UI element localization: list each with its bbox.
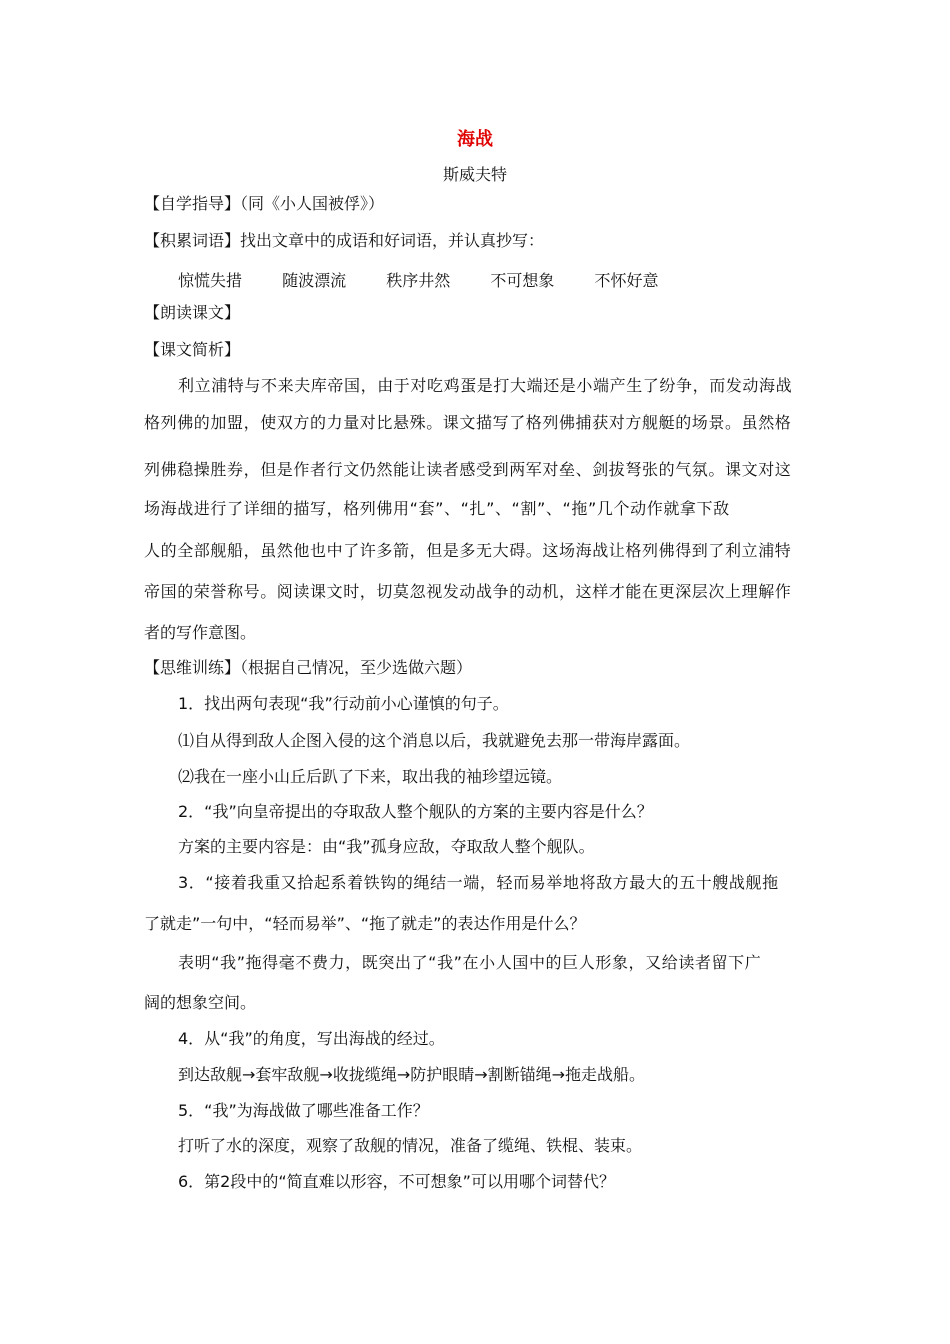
question-2: 2．“我”向皇帝提出的夺取敌人整个舰队的方案的主要内容是什么？ bbox=[178, 802, 653, 821]
question-3-cont: 了就走”一句中，“轻而易举”、“拖了就走”的表达作用是什么？ bbox=[144, 914, 586, 933]
analysis-line: 帝国的荣誉称号。阅读课文时，切莫忽视发动战争的动机，这样才能在更深层次上理解作 bbox=[144, 582, 792, 601]
idiom-item: 秩序井然 bbox=[386, 271, 451, 290]
answer-5: 打听了水的深度，观察了敌舰的情况，准备了缆绳、铁棍、装束。 bbox=[178, 1136, 643, 1155]
section-thinking: 【思维训练】（根据自己情况，至少选做六题） bbox=[144, 658, 473, 677]
question-4: 4．从“我”的角度，写出海战的经过。 bbox=[178, 1029, 445, 1048]
idiom-item: 不可想象 bbox=[490, 271, 555, 290]
answer-1b: ⑵我在一座小山丘后趴了下来，取出我的袖珍望远镜。 bbox=[178, 767, 563, 786]
question-3: 3．“接着我重又拾起系着铁钩的绳结一端，轻而易举地将敌方最大的五十艘战舰拖 bbox=[178, 873, 779, 892]
question-6: 6．第2段中的“简直难以形容，不可想象”可以用哪个词替代？ bbox=[178, 1172, 615, 1191]
idiom-list bbox=[178, 268, 693, 291]
answer-3: 表明“我”拖得毫不费力，既突出了“我”在小人国中的巨人形象，又给读者留下广 bbox=[178, 953, 762, 972]
question-1: 1．找出两句表现“我”行动前小心谨慎的句子。 bbox=[178, 694, 509, 713]
answer-1a: ⑴自从得到敌人企图入侵的这个消息以后，我就避免去那一带海岸露面。 bbox=[178, 731, 691, 750]
document-title: 海战 bbox=[457, 129, 493, 150]
section-reading: 【朗读课文】 bbox=[144, 303, 241, 322]
analysis-line: 人的全部舰船，虽然他也中了许多箭，但是多无大碍。这场海战让格列佛得到了利立浦特 bbox=[144, 541, 792, 560]
analysis-line: 者的写作意图。 bbox=[144, 623, 257, 642]
author-name: 斯威夫特 bbox=[442, 165, 507, 184]
section-analysis: 【课文简析】 bbox=[144, 340, 241, 359]
answer-2: 方案的主要内容是：由“我”孤身应敌，夺取敌人整个舰队。 bbox=[178, 837, 595, 856]
analysis-line: 列佛稳操胜券，但是作者行文仍然能让读者感受到两军对垒、剑拔弩张的气氛。课文对这 bbox=[144, 460, 792, 479]
analysis-line: 利立浦特与不来夫库帝国，由于对吃鸡蛋是打大端还是小端产生了纷争，而发动海战 bbox=[178, 376, 793, 395]
question-5: 5．“我”为海战做了哪些准备工作？ bbox=[178, 1101, 429, 1120]
answer-4: 到达敌舰→套牢敌舰→收拢缆绳→防护眼睛→割断锚绳→拖走战船。 bbox=[178, 1065, 646, 1084]
answer-3-cont: 阔的想象空间。 bbox=[144, 993, 257, 1012]
section-self-study: 【自学指导】（同《小人国被俘》） bbox=[144, 194, 385, 213]
section-vocabulary: 【积累词语】找出文章中的成语和好词语，并认真抄写： bbox=[144, 231, 545, 250]
idiom-item: 不怀好意 bbox=[594, 271, 659, 290]
analysis-line: 场海战进行了详细的描写，格列佛用“套”、“扎”、“割”、“拖”几个动作就拿下敌 bbox=[144, 499, 730, 518]
idiom-item: 随波漂流 bbox=[282, 271, 347, 290]
idiom-item: 惊慌失措 bbox=[178, 271, 243, 290]
analysis-line: 格列佛的加盟，使双方的力量对比悬殊。课文描写了格列佛捕获对方舰艇的场景。虽然格 bbox=[144, 413, 792, 432]
